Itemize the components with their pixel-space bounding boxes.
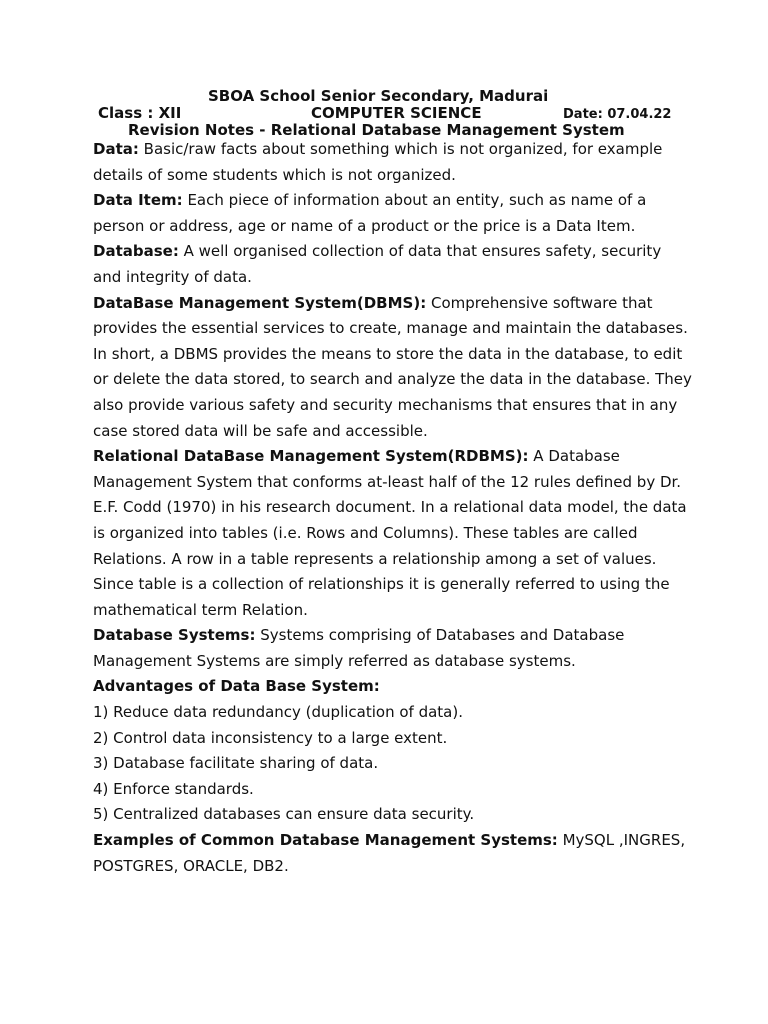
definition-text: Basic/raw facts about something which is not organized, for example details of some students which is not organized. — [93, 140, 663, 184]
advantage-item: 2) Control data inconsistency to a large extent. — [93, 728, 448, 747]
advantage-item: 3) Database facilitate sharing of data. — [93, 754, 379, 773]
document-title: Revision Notes - Relational Database Management System — [128, 121, 625, 139]
school-name: SBOA School Senior Secondary, Madurai — [208, 87, 549, 105]
definition-data — [93, 137, 693, 188]
definition-data-item — [93, 188, 693, 239]
definition-term: Data Item: — [93, 191, 183, 210]
advantage-item: 4) Enforce standards. — [93, 779, 254, 798]
definition-text: Comprehensive software that provides the essential services to create, manage and maintain the databases. In short, a DBMS provides the means to store the data in the database, to edit or delete the data stored, to search and analyze the data in the database. They also provide various safety and security mechanisms that ensures that in any case stored data will be safe and accessible. — [93, 293, 692, 440]
definition-term: Database: — [93, 242, 179, 261]
notes-body — [93, 137, 693, 879]
definition-text: Systems comprising of Databases and Database Management Systems are simply referred as database systems. — [93, 626, 625, 670]
examples-paragraph — [93, 828, 693, 879]
date-label: Date: 07.04.22 — [563, 107, 672, 122]
definition-term: Data: — [93, 140, 139, 158]
subject-label: COMPUTER SCIENCE — [311, 104, 482, 122]
definition-term: Database Systems: — [93, 626, 256, 645]
definition-term: Relational DataBase Management System(RDBMS): — [93, 447, 529, 466]
examples-heading: Examples of Common Database Management Systems: — [93, 831, 558, 850]
definition-dbms — [93, 291, 693, 445]
definition-rdbms — [93, 444, 693, 623]
definition-term: DataBase Management System(DBMS): — [93, 293, 427, 312]
advantage-item: 1) Reduce data redundancy (duplication of data). — [93, 703, 463, 722]
advantages-heading: Advantages of Data Base System: — [93, 677, 380, 696]
class-label: Class : XII — [98, 104, 182, 122]
examples-text: MySQL ,INGRES, POSTGRES, ORACLE, DB2. — [93, 831, 686, 875]
definition-database — [93, 239, 693, 290]
advantage-item: 5) Centralized databases can ensure data security. — [93, 805, 475, 824]
definition-text: Each piece of information about an entity, such as name of a person or address, age or name of a product or the price is a Data Item. — [93, 191, 647, 235]
definition-text: A well organised collection of data that ensures safety, security and integrity of data. — [93, 242, 662, 286]
definition-database-systems — [93, 623, 693, 674]
definition-text: A Database Management System that conforms at-least half of the 12 rules defined by Dr. E.F. Codd (1970) in his research document. In a relational data model, the data is organized into tables (i.e. Rows and Columns). These tables are called Relations. A row in a table represents a relationship among a set of values. Since table is a collection of relationships it is generally referred to using the mathematical term Relation. — [93, 447, 687, 619]
